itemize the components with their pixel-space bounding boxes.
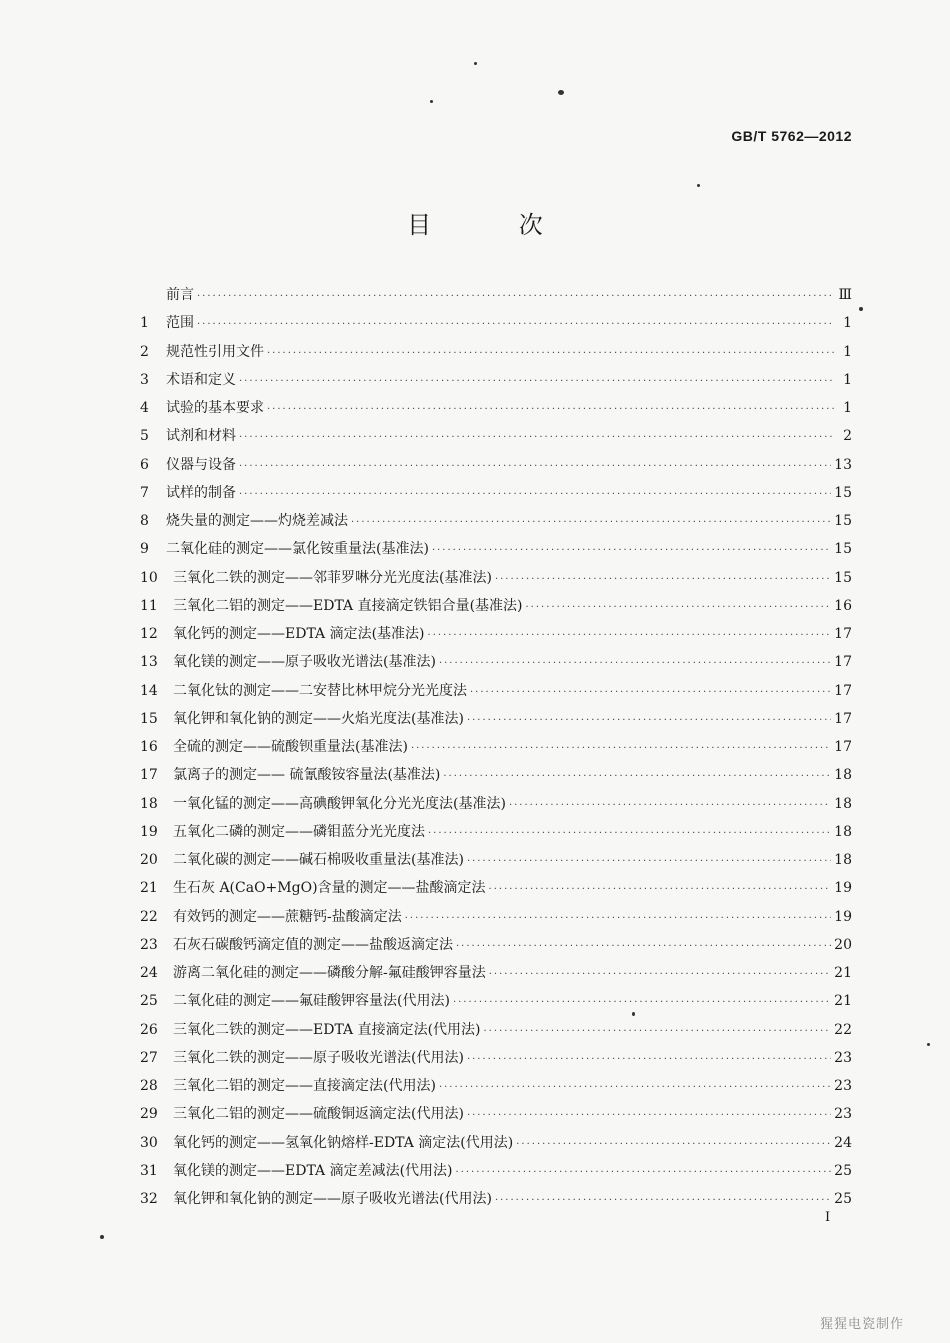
toc-row[interactable] [140, 425, 852, 453]
toc-row[interactable] [140, 397, 852, 425]
leader-dots [239, 432, 835, 443]
toc-row[interactable] [140, 1019, 852, 1047]
leader-dots [197, 319, 835, 330]
leader-dots [351, 517, 831, 528]
toc-number: 27 [140, 1049, 158, 1066]
toc-row[interactable] [140, 284, 852, 312]
leader-dots [453, 997, 831, 1008]
toc-label: 游离二氧化硅的测定——磷酸分解-氟硅酸钾容量法 [173, 965, 486, 981]
toc-page: 23 [834, 1049, 852, 1066]
toc-page: 23 [834, 1078, 852, 1094]
table-of-contents [140, 284, 852, 1216]
toc-label: 石灰石碳酸钙滴定值的测定——盐酸返滴定法 [173, 936, 453, 953]
toc-page: 19 [834, 880, 852, 897]
toc-row[interactable] [140, 567, 852, 595]
toc-row[interactable] [140, 1075, 852, 1103]
toc-page: 17 [834, 682, 852, 699]
toc-page: 23 [834, 1106, 852, 1123]
toc-page: 1 [843, 315, 852, 332]
leader-dots [405, 913, 831, 924]
standard-code: GB/T 5762—2012 [731, 128, 852, 144]
leader-dots [439, 658, 831, 669]
leader-dots [470, 687, 831, 698]
toc-label: 三氧化二铝的测定——硫酸铜返滴定法(代用法) [173, 1106, 464, 1123]
toc-number: 26 [140, 1021, 158, 1038]
scan-speck [697, 184, 700, 187]
toc-number: 32 [140, 1191, 158, 1207]
toc-page: 17 [834, 626, 852, 642]
toc-number: 11 [140, 597, 158, 614]
scan-speck [100, 1235, 104, 1239]
toc-number: 10 [140, 569, 158, 586]
toc-label: 仪器与设备 [166, 456, 236, 473]
toc-label: 全硫的测定——硫酸钡重量法(基准法) [173, 739, 408, 755]
leader-dots [432, 545, 831, 556]
toc-label: 二氧化硅的测定——氟硅酸钾容量法(代用法) [173, 993, 450, 1010]
toc-number: 8 [140, 513, 149, 529]
leader-dots [411, 743, 831, 754]
toc-label: 五氧化二磷的测定——磷钼蓝分光光度法 [173, 823, 425, 840]
toc-label: 范围 [166, 315, 194, 332]
toc-row[interactable] [140, 680, 852, 708]
toc-row[interactable] [140, 1160, 852, 1188]
toc-label: 氧化镁的测定——原子吸收光谱法(基准法) [173, 654, 436, 671]
toc-label: 试样的制备 [166, 484, 236, 501]
toc-label: 氯离子的测定—— 硫氰酸铵容量法(基准法) [173, 767, 441, 784]
toc-page: 17 [834, 710, 852, 727]
leader-dots [428, 630, 832, 641]
toc-number: 22 [140, 908, 158, 925]
toc-number: 6 [140, 456, 149, 473]
toc-number: 3 [140, 371, 149, 388]
toc-number: 19 [140, 823, 158, 840]
toc-number: 9 [140, 541, 149, 558]
toc-page: 18 [834, 852, 852, 868]
toc-row[interactable] [140, 793, 852, 821]
toc-row[interactable] [140, 962, 852, 990]
toc-label: 氧化钙的测定——氢氧化钠熔样-EDTA 滴定法(代用法) [173, 1134, 514, 1151]
toc-row[interactable] [140, 312, 852, 340]
toc-label: 氧化钙的测定——EDTA 滴定法(基准法) [173, 626, 425, 642]
toc-label: 一氧化锰的测定——高碘酸钾氧化分光光度法(基准法) [173, 795, 506, 812]
toc-row[interactable] [140, 736, 852, 764]
leader-dots [467, 1054, 831, 1065]
scan-speck [474, 62, 477, 65]
toc-number: 24 [140, 965, 158, 981]
page-title: 目 次 [407, 211, 583, 239]
toc-label: 二氧化碳的测定——碱石棉吸收重量法(基准法) [173, 852, 464, 868]
toc-page: 15 [834, 541, 852, 558]
toc-page: 18 [834, 767, 852, 784]
toc-number: 1 [140, 315, 149, 332]
toc-label: 烧失量的测定——灼烧差减法 [166, 513, 348, 529]
toc-page: 18 [834, 795, 852, 812]
toc-page: 25 [834, 1162, 852, 1179]
leader-dots [489, 884, 832, 895]
toc-row[interactable] [140, 990, 852, 1018]
toc-label: 生石灰 A(CaO+MgO)含量的测定——盐酸滴定法 [173, 880, 486, 897]
leader-dots [467, 856, 831, 867]
toc-page: 1 [843, 343, 852, 360]
leader-dots [509, 800, 831, 811]
toc-row[interactable] [140, 595, 852, 623]
leader-dots [439, 1082, 831, 1093]
toc-page: 13 [834, 456, 852, 473]
toc-number: 18 [140, 795, 158, 812]
toc-number: 7 [140, 484, 149, 501]
toc-page: 19 [834, 908, 852, 925]
toc-label: 氧化钾和氧化钠的测定——火焰光度法(基准法) [173, 710, 464, 727]
toc-number: 14 [140, 682, 158, 699]
toc-number: 2 [140, 343, 149, 360]
toc-row[interactable] [140, 623, 852, 651]
scan-speck [859, 307, 863, 311]
toc-label: 氧化钾和氧化钠的测定——原子吸收光谱法(代用法) [173, 1191, 492, 1207]
leader-dots [267, 348, 835, 359]
toc-row[interactable] [140, 906, 852, 934]
toc-number: 4 [140, 400, 149, 416]
toc-number: 29 [140, 1106, 158, 1123]
toc-row[interactable] [140, 1103, 852, 1131]
watermark: 猩猩电瓷制作 [820, 1317, 905, 1332]
toc-page: 18 [834, 823, 852, 840]
leader-dots [495, 574, 831, 585]
leader-dots [267, 404, 835, 415]
toc-row[interactable] [140, 934, 852, 962]
toc-row[interactable] [140, 454, 852, 482]
toc-page: Ⅲ [838, 287, 852, 303]
toc-number: 12 [140, 626, 158, 642]
page-folio: I [825, 1210, 831, 1225]
toc-row[interactable] [140, 1132, 852, 1160]
leader-dots [467, 715, 831, 726]
toc-row[interactable] [140, 482, 852, 510]
toc-page: 16 [834, 597, 852, 614]
toc-number: 21 [140, 880, 158, 897]
toc-label: 三氧化二铁的测定——EDTA 直接滴定法(代用法) [173, 1021, 481, 1038]
toc-row[interactable] [140, 764, 852, 792]
toc-label: 三氧化二铝的测定——EDTA 直接滴定铁铝合量(基准法) [173, 597, 523, 614]
leader-dots [456, 1167, 832, 1178]
toc-row[interactable] [140, 538, 852, 566]
toc-number: 13 [140, 654, 158, 671]
leader-dots [456, 941, 831, 952]
toc-number: 17 [140, 767, 158, 784]
toc-row[interactable] [140, 821, 852, 849]
leader-dots [443, 771, 831, 782]
toc-row[interactable] [140, 1047, 852, 1075]
toc-number: 25 [140, 993, 158, 1010]
toc-page: 17 [834, 739, 852, 755]
leader-dots [197, 291, 835, 302]
toc-row[interactable] [140, 510, 852, 538]
toc-page: 20 [834, 936, 852, 953]
toc-row[interactable] [140, 708, 852, 736]
toc-number: 20 [140, 852, 158, 868]
toc-row[interactable] [140, 651, 852, 679]
toc-number: 31 [140, 1162, 158, 1179]
leader-dots [239, 376, 835, 387]
scan-speck [632, 1012, 635, 1016]
toc-page: 1 [843, 400, 852, 416]
leader-dots [489, 969, 831, 980]
leader-dots [467, 1110, 831, 1121]
leader-dots [239, 489, 831, 500]
leader-dots [516, 1139, 831, 1150]
leader-dots [526, 602, 832, 613]
toc-label: 氧化镁的测定——EDTA 滴定差减法(代用法) [173, 1162, 453, 1179]
leader-dots [484, 1026, 832, 1037]
toc-number: 16 [140, 739, 158, 755]
leader-dots [495, 1195, 831, 1206]
toc-page: 21 [834, 993, 852, 1010]
toc-page: 21 [834, 965, 852, 981]
toc-label: 有效钙的测定——蔗糖钙-盐酸滴定法 [173, 908, 402, 925]
toc-page: 22 [834, 1021, 852, 1038]
toc-page: 15 [834, 513, 852, 529]
toc-number: 28 [140, 1078, 158, 1094]
toc-number: 23 [140, 936, 158, 953]
toc-label: 三氧化二铁的测定——原子吸收光谱法(代用法) [173, 1049, 464, 1066]
toc-label: 试验的基本要求 [166, 400, 264, 416]
toc-number: 15 [140, 710, 158, 727]
toc-number: 5 [140, 428, 149, 445]
toc-row[interactable] [140, 1188, 852, 1216]
scan-speck [558, 90, 564, 95]
scan-speck [430, 100, 433, 103]
toc-label: 二氧化钛的测定——二安替比林甲烷分光光度法 [173, 682, 467, 699]
scan-speck [927, 1043, 930, 1046]
toc-page: 24 [834, 1134, 852, 1151]
toc-page: 15 [834, 484, 852, 501]
toc-row[interactable] [140, 369, 852, 397]
toc-label: 二氧化硅的测定——氯化铵重量法(基准法) [166, 541, 429, 558]
toc-page: 1 [843, 371, 852, 388]
toc-row[interactable] [140, 877, 852, 905]
toc-label: 三氧化二铝的测定——直接滴定法(代用法) [173, 1078, 436, 1094]
leader-dots [428, 828, 831, 839]
toc-number: 30 [140, 1134, 158, 1151]
leader-dots [239, 461, 831, 472]
toc-label: 三氧化二铁的测定——邻菲罗啉分光光度法(基准法) [173, 569, 492, 586]
toc-row[interactable] [140, 849, 852, 877]
toc-label: 前言 [166, 287, 194, 303]
toc-page: 15 [834, 569, 852, 586]
toc-page: 2 [843, 428, 852, 445]
toc-page: 25 [834, 1191, 852, 1207]
toc-label: 规范性引用文件 [166, 343, 264, 360]
toc-row[interactable] [140, 341, 852, 369]
toc-label: 试剂和材料 [166, 428, 236, 445]
toc-label: 术语和定义 [166, 371, 236, 388]
toc-page: 17 [834, 654, 852, 671]
